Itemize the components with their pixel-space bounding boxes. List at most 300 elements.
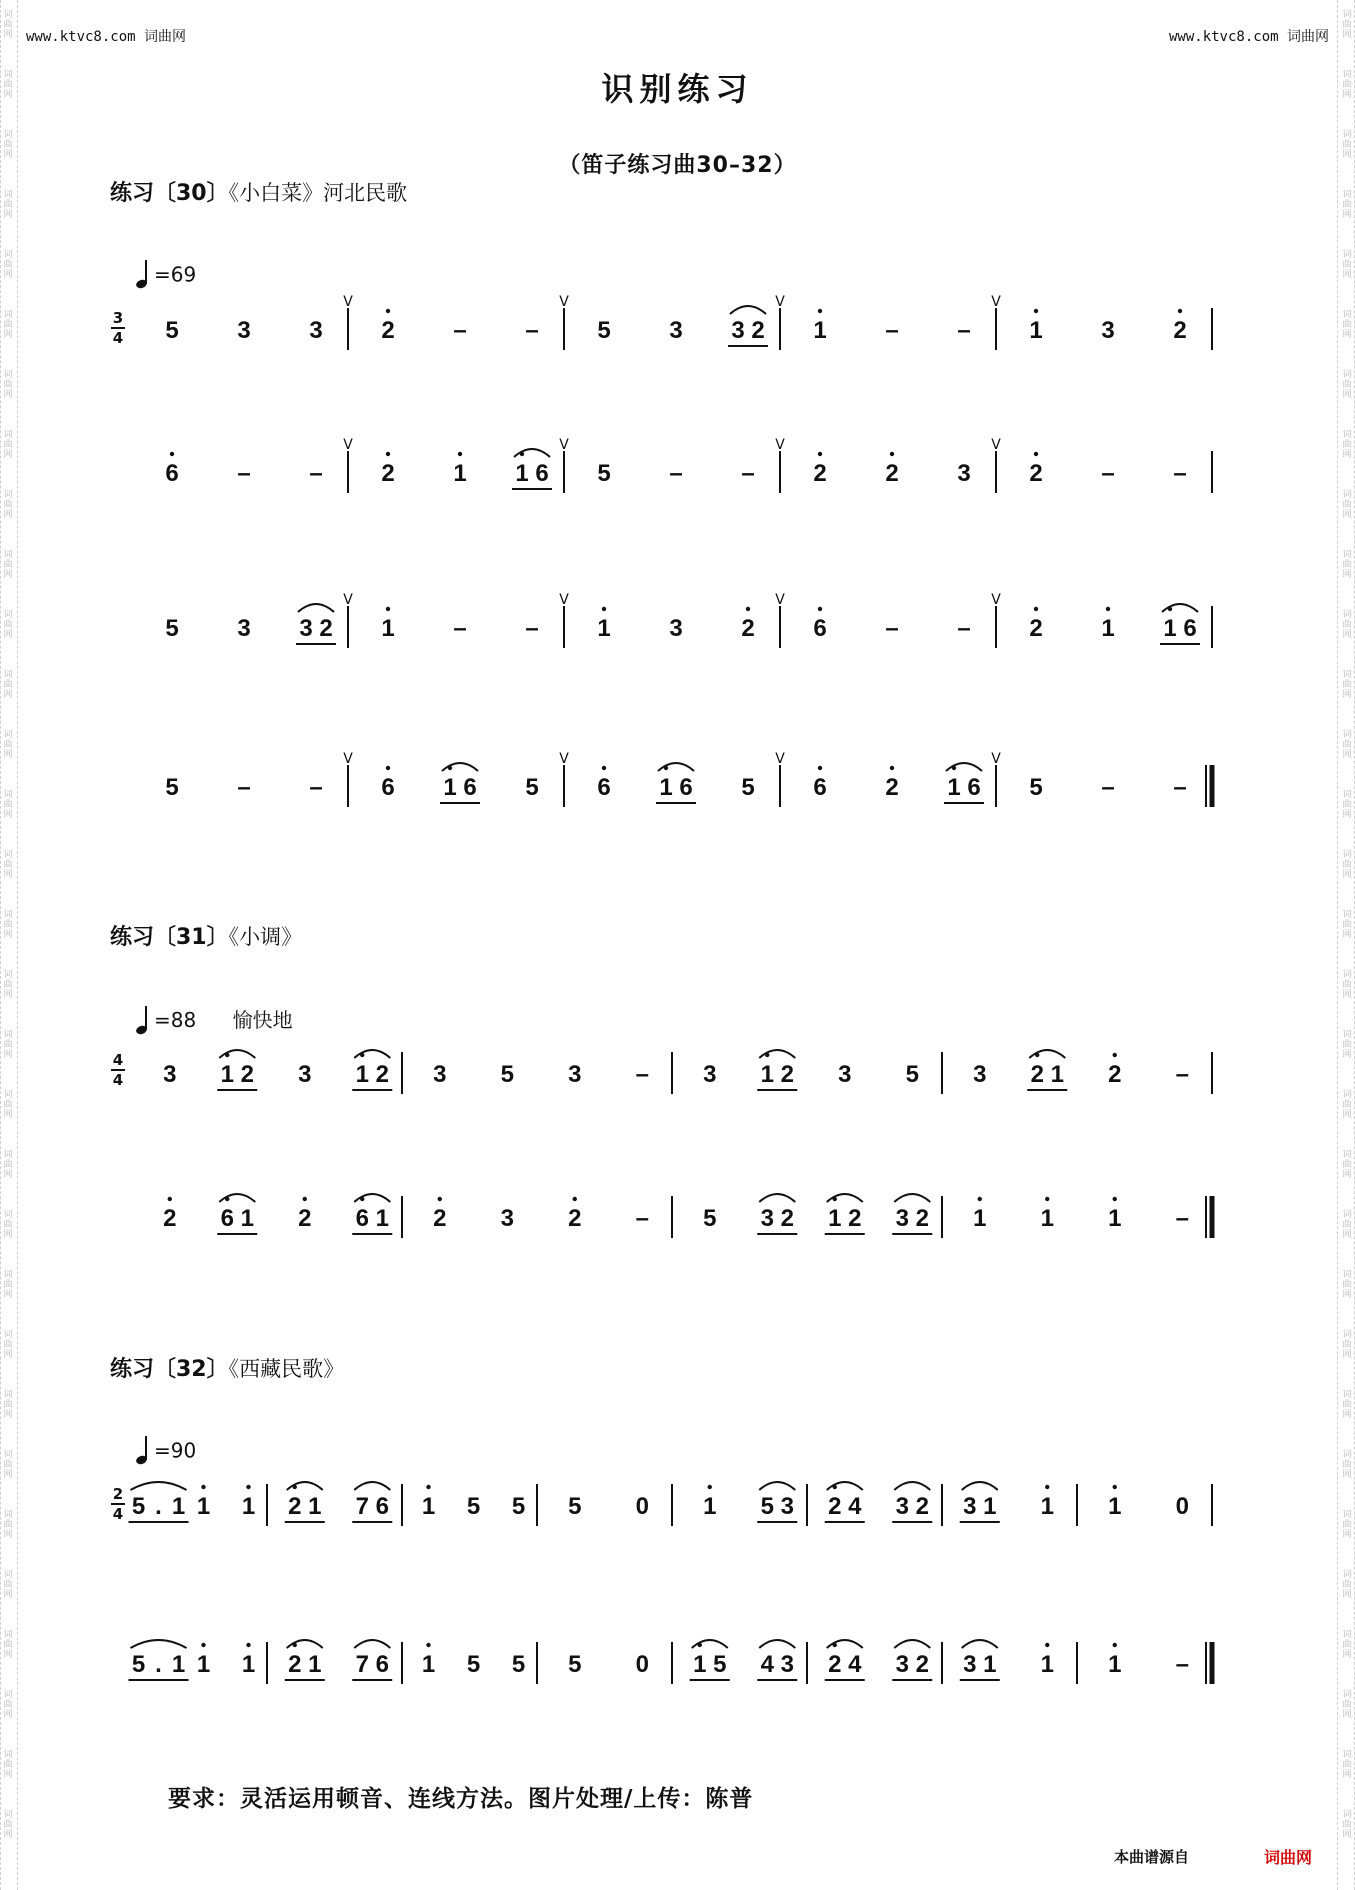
time-sig-top: 2 xyxy=(112,1485,124,1503)
slur-arc xyxy=(759,1050,795,1058)
side-stamp: 词 曲 网 xyxy=(3,250,13,280)
jianpu-note: – xyxy=(1101,774,1115,801)
jianpu-note: – xyxy=(237,774,251,801)
jianpu-note: 5 xyxy=(165,774,179,801)
side-stamp: 词 曲 网 xyxy=(1342,1630,1352,1660)
jianpu-note: – xyxy=(1173,774,1187,801)
jianpu-note: 1 xyxy=(308,1493,322,1520)
exercise-30-tempo-value: =69 xyxy=(154,262,197,287)
jianpu-note: 6 xyxy=(597,774,611,801)
jianpu-note: 1 xyxy=(1108,1493,1122,1520)
slur-arc xyxy=(219,1194,255,1202)
jianpu-note: 1 xyxy=(1108,1651,1122,1678)
octave-dot xyxy=(890,452,894,456)
slur-arc xyxy=(827,1482,863,1490)
side-stamp: 词 曲 网 xyxy=(1342,490,1352,520)
side-stamp: 词 曲 网 xyxy=(3,1150,13,1180)
side-stamp: 词 曲 网 xyxy=(3,1330,13,1360)
slur-arc xyxy=(287,1482,323,1490)
octave-dot xyxy=(386,452,390,456)
slur-arc xyxy=(946,763,982,771)
jianpu-note: 2 xyxy=(1029,460,1043,487)
jianpu-note: 1 xyxy=(240,1205,254,1232)
jianpu-note: 6 xyxy=(355,1205,369,1232)
side-stamp: 词 曲 网 xyxy=(1342,550,1352,580)
jianpu-note: – xyxy=(237,460,251,487)
jianpu-note: 1 xyxy=(421,1493,436,1520)
jianpu-note: 2 xyxy=(915,1493,929,1520)
header-left-site[interactable]: www.ktvc8.com 词曲网 xyxy=(26,29,187,45)
side-stamp: 词 曲 网 xyxy=(1342,970,1352,1000)
side-stamp: 词 曲 网 xyxy=(3,1630,13,1660)
jianpu-note: 3 xyxy=(309,317,323,344)
jianpu-note: 1 xyxy=(973,1205,987,1232)
side-stamp: 词 曲 网 xyxy=(3,130,13,160)
jianpu-note: 2 xyxy=(848,1205,862,1232)
octave-dot xyxy=(1113,1053,1117,1057)
jianpu-note: 5 xyxy=(511,1493,526,1520)
slur-arc xyxy=(354,1482,390,1490)
jianpu-note: 3 xyxy=(237,615,251,642)
side-stamp: 词 曲 网 xyxy=(1342,1570,1352,1600)
slur-arc xyxy=(442,763,478,771)
octave-dot xyxy=(1045,1197,1049,1201)
side-stamp: 词 曲 网 xyxy=(1342,1750,1352,1780)
side-stamp: 词 曲 网 xyxy=(3,490,13,520)
jianpu-note: 6 xyxy=(1183,615,1197,642)
jianpu-note: 6 xyxy=(375,1493,389,1520)
jianpu-note: – xyxy=(669,460,683,487)
jianpu-note: 3 xyxy=(163,1061,177,1088)
slur-arc xyxy=(894,1194,930,1202)
jianpu-note: 6 xyxy=(967,774,981,801)
breath-mark: V xyxy=(343,751,353,767)
octave-dot xyxy=(1113,1643,1117,1647)
side-stamp: 词 曲 网 xyxy=(3,670,13,700)
jianpu-note: 6 xyxy=(375,1651,389,1678)
jianpu-note: 0 xyxy=(635,1493,649,1520)
jianpu-note: 2 xyxy=(915,1205,929,1232)
jianpu-note: 5 xyxy=(741,774,755,801)
slur-arc xyxy=(1029,1050,1065,1058)
octave-dot xyxy=(458,452,462,456)
jianpu-note: 3 xyxy=(963,1651,977,1678)
jianpu-note: 4 xyxy=(848,1651,862,1678)
side-stamp: 词 曲 网 xyxy=(3,430,13,460)
jianpu-note: 5 xyxy=(568,1651,582,1678)
exercise-31-label: 练习〔31〕 xyxy=(110,925,229,950)
side-stamp: 词 曲 网 xyxy=(1342,130,1352,160)
octave-dot xyxy=(818,309,822,313)
jianpu-note: 6 xyxy=(679,774,693,801)
jianpu-note: 5 xyxy=(905,1061,919,1088)
side-stamp: 词 曲 网 xyxy=(3,1030,13,1060)
jianpu-note: 2 xyxy=(568,1205,582,1232)
jianpu-note: 2 xyxy=(780,1061,794,1088)
jianpu-note: 2 xyxy=(813,460,827,487)
breath-mark: V xyxy=(991,294,1001,310)
octave-dot xyxy=(1045,1643,1049,1647)
breath-mark: V xyxy=(775,751,785,767)
jianpu-note: 5 xyxy=(131,1493,146,1520)
jianpu-note: 1 xyxy=(220,1061,234,1088)
side-stamp: 词 曲 网 xyxy=(1342,1210,1352,1240)
side-stamp: 词 曲 网 xyxy=(1342,70,1352,100)
side-stamp: 词 曲 网 xyxy=(1342,670,1352,700)
side-stamp: 词 曲 网 xyxy=(3,1270,13,1300)
jianpu-note: – xyxy=(1101,460,1115,487)
jianpu-note: – xyxy=(1173,460,1187,487)
side-stamp: 词 曲 网 xyxy=(3,370,13,400)
side-stamp: 词 曲 网 xyxy=(1342,370,1352,400)
jianpu-note: 1 xyxy=(1108,1205,1122,1232)
octave-dot xyxy=(1034,607,1038,611)
jianpu-note: 6 xyxy=(463,774,477,801)
jianpu-note: 1 xyxy=(443,774,457,801)
jianpu-note: 1 xyxy=(515,460,529,487)
jianpu-note: 3 xyxy=(963,1493,977,1520)
requirement-text: 要求：灵活运用顿音、连线方法。图片处理/上传：陈普 xyxy=(168,1786,754,1812)
side-stamp: 词 曲 网 xyxy=(1342,850,1352,880)
jianpu-note: 1 xyxy=(813,317,827,344)
jianpu-note: 5 xyxy=(500,1061,514,1088)
jianpu-note: 3 xyxy=(669,615,683,642)
side-stamp: 词 曲 网 xyxy=(3,1390,13,1420)
jianpu-note: 1 xyxy=(1050,1061,1064,1088)
jianpu-note: 3 xyxy=(838,1061,852,1088)
time-sig-bottom: 4 xyxy=(112,329,124,347)
slur-arc xyxy=(827,1640,863,1648)
breath-mark: V xyxy=(775,294,785,310)
side-stamp: 词 曲 网 xyxy=(1342,1390,1352,1420)
octave-dot xyxy=(1106,607,1110,611)
jianpu-note: . xyxy=(155,1493,162,1520)
header-right-site[interactable]: www.ktvc8.com 词曲网 xyxy=(1168,29,1329,45)
side-stamp: 词 曲 网 xyxy=(3,1690,13,1720)
jianpu-note: 6 xyxy=(813,615,827,642)
jianpu-note: 2 xyxy=(1108,1061,1122,1088)
side-stamp: 词 曲 网 xyxy=(1342,310,1352,340)
jianpu-note: 1 xyxy=(1163,615,1177,642)
jianpu-note: 3 xyxy=(957,460,971,487)
jianpu-note: 2 xyxy=(375,1061,389,1088)
jianpu-note: 5 xyxy=(165,615,179,642)
slur-arc xyxy=(131,1640,187,1648)
jianpu-note: 2 xyxy=(288,1493,302,1520)
jianpu-note: 1 xyxy=(828,1205,842,1232)
breath-mark: V xyxy=(343,294,353,310)
octave-dot xyxy=(168,1197,172,1201)
jianpu-note: 5 xyxy=(466,1651,481,1678)
time-sig-top: 3 xyxy=(112,309,124,327)
exercise-31-tempo-value: =88 xyxy=(154,1008,197,1032)
octave-dot xyxy=(746,607,750,611)
side-stamp: 词 曲 网 xyxy=(3,190,13,220)
jianpu-note: 2 xyxy=(741,615,755,642)
jianpu-note: 1 xyxy=(381,615,395,642)
jianpu-note: 6 xyxy=(220,1205,234,1232)
octave-dot xyxy=(818,766,822,770)
octave-dot xyxy=(1113,1197,1117,1201)
side-stamp: 词 曲 网 xyxy=(3,1570,13,1600)
jianpu-note: 1 xyxy=(453,460,467,487)
octave-dot xyxy=(438,1197,442,1201)
jianpu-note: 5 xyxy=(760,1493,774,1520)
jianpu-note: 1 xyxy=(1101,615,1115,642)
page-title: 识别练习 xyxy=(601,70,754,108)
jianpu-note: 2 xyxy=(163,1205,177,1232)
jianpu-note: 1 xyxy=(241,1493,256,1520)
slur-arc xyxy=(287,1640,323,1648)
side-stamp: 词 曲 网 xyxy=(1342,1090,1352,1120)
octave-dot xyxy=(386,309,390,313)
side-stamp: 词 曲 网 xyxy=(3,1450,13,1480)
side-stamp: 词 曲 网 xyxy=(1342,730,1352,760)
side-stamp: 词 曲 网 xyxy=(3,1510,13,1540)
jianpu-note: 2 xyxy=(381,460,395,487)
octave-dot xyxy=(602,766,606,770)
slur-arc xyxy=(962,1482,998,1490)
jianpu-note: 2 xyxy=(885,460,899,487)
breath-mark: V xyxy=(343,437,353,453)
side-stamp: 词 曲 网 xyxy=(1342,1330,1352,1360)
side-stamp: 词 曲 网 xyxy=(1342,1510,1352,1540)
slur-arc xyxy=(354,1194,390,1202)
jianpu-note: 3 xyxy=(433,1061,447,1088)
jianpu-note: 2 xyxy=(288,1651,302,1678)
exercise-32-name: 《西藏民歌》 xyxy=(228,1357,345,1381)
jianpu-note: 1 xyxy=(693,1651,707,1678)
time-sig-top: 4 xyxy=(112,1051,124,1069)
side-stamp: 词 曲 网 xyxy=(1342,190,1352,220)
jianpu-note: 1 xyxy=(355,1061,369,1088)
octave-dot xyxy=(426,1643,430,1647)
jianpu-note: 3 xyxy=(237,317,251,344)
exercise-31-name: 《小调》 xyxy=(228,925,303,949)
jianpu-note: 2 xyxy=(885,774,899,801)
jianpu-note: 3 xyxy=(895,1493,909,1520)
jianpu-note: 3 xyxy=(780,1651,794,1678)
jianpu-note: 5 xyxy=(1029,774,1043,801)
jianpu-note: 1 xyxy=(983,1651,997,1678)
jianpu-note: 3 xyxy=(895,1205,909,1232)
jianpu-note: 5 xyxy=(713,1651,727,1678)
jianpu-note: 1 xyxy=(983,1493,997,1520)
footer-source: 本曲谱源自 xyxy=(1114,1848,1190,1866)
octave-dot xyxy=(818,607,822,611)
breath-mark: V xyxy=(991,592,1001,608)
slur-arc xyxy=(658,763,694,771)
jianpu-note: 3 xyxy=(895,1651,909,1678)
exercise-32-label: 练习〔32〕 xyxy=(110,1357,229,1382)
jianpu-note: 5 xyxy=(525,774,539,801)
side-stamp: 词 曲 网 xyxy=(3,1810,13,1840)
slur-arc xyxy=(514,449,550,457)
breath-mark: V xyxy=(559,437,569,453)
jianpu-note: 5 xyxy=(568,1493,582,1520)
side-stamp: 词 曲 网 xyxy=(1342,1690,1352,1720)
breath-mark: V xyxy=(991,751,1001,767)
jianpu-note: 7 xyxy=(355,1651,369,1678)
time-sig-bottom: 4 xyxy=(112,1071,124,1089)
side-stamp: 词 曲 网 xyxy=(1342,1150,1352,1180)
jianpu-note: 3 xyxy=(1101,317,1115,344)
side-stamp: 词 曲 网 xyxy=(3,730,13,760)
page-subtitle: （笛子练习曲30–32） xyxy=(558,153,797,178)
jianpu-note: – xyxy=(635,1205,649,1232)
octave-dot xyxy=(170,452,174,456)
jianpu-note: 3 xyxy=(669,317,683,344)
slur-arc xyxy=(730,306,766,314)
jianpu-note: 2 xyxy=(1030,1061,1044,1088)
octave-dot xyxy=(386,607,390,611)
side-stamp: 词 曲 网 xyxy=(1342,1030,1352,1060)
jianpu-note: – xyxy=(453,615,467,642)
jianpu-note: 1 xyxy=(947,774,961,801)
jianpu-note: 1 xyxy=(171,1651,186,1678)
jianpu-note: 4 xyxy=(760,1651,774,1678)
slur-arc xyxy=(759,1194,795,1202)
slur-arc xyxy=(219,1050,255,1058)
breath-mark: V xyxy=(343,592,353,608)
jianpu-note: 2 xyxy=(319,615,333,642)
jianpu-note: – xyxy=(885,317,899,344)
jianpu-note: 3 xyxy=(780,1493,794,1520)
slur-arc xyxy=(298,604,334,612)
octave-dot xyxy=(1113,1485,1117,1489)
jianpu-note: 2 xyxy=(433,1205,447,1232)
side-stamp: 词 曲 网 xyxy=(1342,610,1352,640)
jianpu-note: – xyxy=(309,774,323,801)
jianpu-note: 6 xyxy=(165,460,179,487)
jianpu-note: 3 xyxy=(500,1205,514,1232)
jianpu-note: 4 xyxy=(848,1493,862,1520)
breath-mark: V xyxy=(559,751,569,767)
jianpu-note: 1 xyxy=(659,774,673,801)
side-stamp: 词 曲 网 xyxy=(3,310,13,340)
side-stamp: 词 曲 网 xyxy=(3,1750,13,1780)
octave-dot xyxy=(602,607,606,611)
jianpu-note: – xyxy=(525,317,539,344)
side-stamp: 词 曲 网 xyxy=(1342,430,1352,460)
jianpu-note: . xyxy=(155,1651,162,1678)
slur-arc xyxy=(894,1482,930,1490)
octave-dot xyxy=(978,1197,982,1201)
octave-dot xyxy=(573,1197,577,1201)
jianpu-note: 3 xyxy=(760,1205,774,1232)
slur-arc xyxy=(827,1194,863,1202)
breath-mark: V xyxy=(775,592,785,608)
breath-mark: V xyxy=(559,294,569,310)
jianpu-note: 3 xyxy=(298,1061,312,1088)
jianpu-note: 2 xyxy=(828,1651,842,1678)
jianpu-note: 3 xyxy=(731,317,745,344)
side-stamp: 词 曲 网 xyxy=(3,1090,13,1120)
jianpu-note: 3 xyxy=(703,1061,717,1088)
octave-dot xyxy=(246,1643,250,1647)
jianpu-note: 5 xyxy=(597,317,611,344)
side-stamp: 词 曲 网 xyxy=(3,970,13,1000)
jianpu-note: 1 xyxy=(171,1493,186,1520)
side-stamp: 词 曲 网 xyxy=(3,850,13,880)
breath-mark: V xyxy=(991,437,1001,453)
octave-dot xyxy=(1045,1485,1049,1489)
slur-arc xyxy=(759,1482,795,1490)
jianpu-note: 6 xyxy=(381,774,395,801)
side-stamp: 词 曲 网 xyxy=(3,10,13,40)
jianpu-note: 7 xyxy=(355,1493,369,1520)
slur-arc xyxy=(354,1640,390,1648)
side-stamp: 词 曲 网 xyxy=(3,550,13,580)
jianpu-note: 2 xyxy=(828,1493,842,1520)
side-stamp: 词 曲 网 xyxy=(1342,910,1352,940)
jianpu-note: – xyxy=(1175,1651,1189,1678)
jianpu-note: 1 xyxy=(375,1205,389,1232)
jianpu-note: 1 xyxy=(241,1651,256,1678)
side-stamp: 词 曲 网 xyxy=(1342,790,1352,820)
octave-dot xyxy=(386,766,390,770)
octave-dot xyxy=(1034,309,1038,313)
jianpu-note: 1 xyxy=(597,615,611,642)
jianpu-note: – xyxy=(1175,1061,1189,1088)
jianpu-note: – xyxy=(741,460,755,487)
jianpu-note: – xyxy=(885,615,899,642)
footer-brand-link[interactable]: 词曲网 xyxy=(1264,1848,1313,1867)
side-stamp: 词 曲 网 xyxy=(1342,1450,1352,1480)
jianpu-note: 0 xyxy=(1175,1493,1189,1520)
slur-arc xyxy=(131,1482,187,1490)
jianpu-note: 1 xyxy=(703,1493,717,1520)
jianpu-note: 1 xyxy=(1029,317,1043,344)
jianpu-note: – xyxy=(453,317,467,344)
jianpu-note: 2 xyxy=(1029,615,1043,642)
octave-dot xyxy=(201,1643,205,1647)
jianpu-note: 2 xyxy=(1173,317,1187,344)
jianpu-note: – xyxy=(1175,1205,1189,1232)
slur-arc xyxy=(692,1640,728,1648)
jianpu-note: 5 xyxy=(597,460,611,487)
jianpu-note: 2 xyxy=(751,317,765,344)
time-sig-bottom: 4 xyxy=(112,1505,124,1523)
jianpu-note: 6 xyxy=(535,460,549,487)
jianpu-note: 1 xyxy=(421,1651,436,1678)
jianpu-note: 3 xyxy=(973,1061,987,1088)
octave-dot xyxy=(818,452,822,456)
jianpu-note: 1 xyxy=(196,1651,211,1678)
jianpu-note: 2 xyxy=(915,1651,929,1678)
breath-mark: V xyxy=(775,437,785,453)
side-stamp: 词 曲 网 xyxy=(1342,250,1352,280)
octave-dot xyxy=(890,766,894,770)
jianpu-note: 1 xyxy=(308,1651,322,1678)
slur-arc xyxy=(759,1640,795,1648)
jianpu-note: 2 xyxy=(381,317,395,344)
jianpu-note: 2 xyxy=(298,1205,312,1232)
exercise-30-label: 练习〔30〕 xyxy=(110,181,229,206)
side-stamp: 词 曲 网 xyxy=(1342,10,1352,40)
side-stamp: 词 曲 网 xyxy=(3,910,13,940)
jianpu-note: – xyxy=(957,317,971,344)
side-stamp: 词 曲 网 xyxy=(3,610,13,640)
jianpu-note: 1 xyxy=(760,1061,774,1088)
breath-mark: V xyxy=(559,592,569,608)
octave-dot xyxy=(303,1197,307,1201)
jianpu-note: 3 xyxy=(568,1061,582,1088)
jianpu-note: 5 xyxy=(466,1493,481,1520)
jianpu-note: 1 xyxy=(196,1493,211,1520)
slur-arc xyxy=(1162,604,1198,612)
slur-arc xyxy=(894,1640,930,1648)
